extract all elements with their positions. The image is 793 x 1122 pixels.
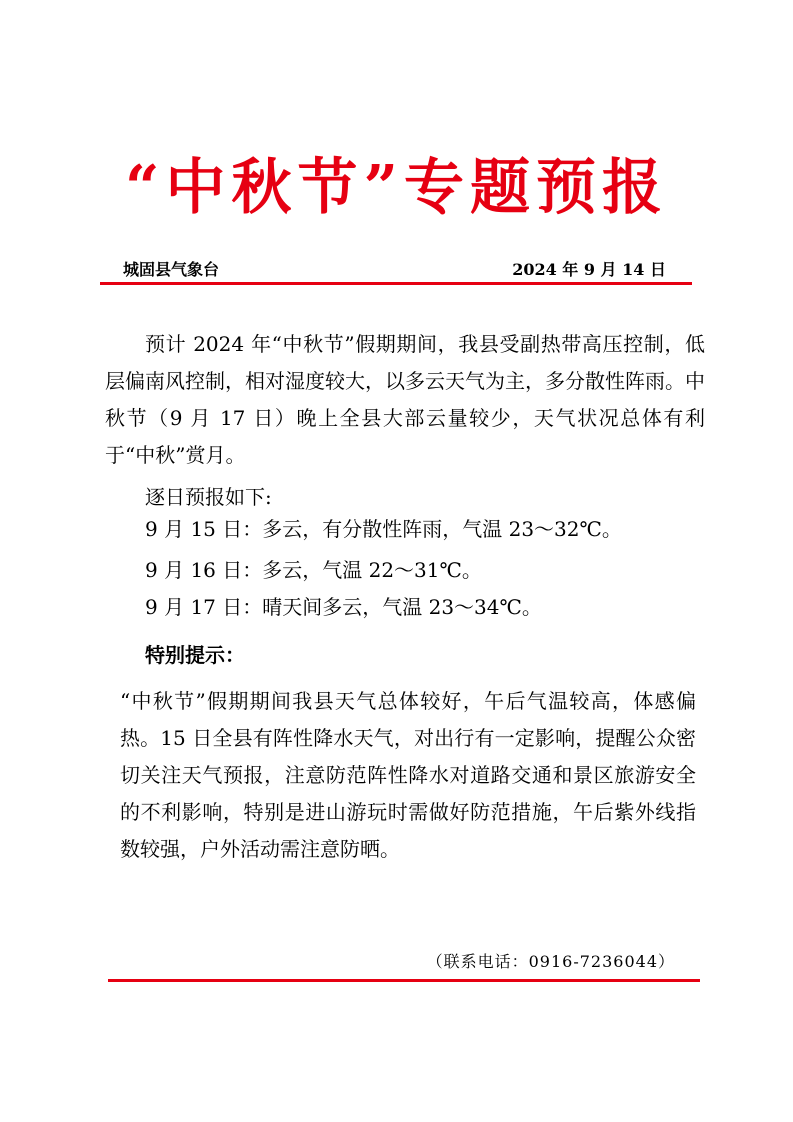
daily-forecast-heading: 逐日预报如下: [145, 485, 272, 509]
issue-date: 2024 年 9 月 14 日 [512, 260, 666, 279]
issuer-name: 城固县气象台 [123, 260, 220, 279]
forecast-day-17: 9 月 17 日：晴天间多云，气温 23～34℃。 [145, 595, 542, 619]
forecast-day-15: 9 月 15 日：多云，有分散性阵雨，气温 23～32℃。 [145, 517, 622, 541]
footer-divider [108, 979, 700, 982]
special-tip-heading: 特别提示： [145, 643, 245, 667]
contact-phone: （联系电话：0916-7236044） [426, 952, 675, 971]
header-divider [100, 282, 692, 285]
special-tip-paragraph: “中秋节”假期期间我县天气总体较好，午后气温较高，体感偏热。15 日全县有阵性降水天气，对出行有一定影响，提醒公众密切关注天气预报，注意防范阵性降水对道路交通和景区旅游安全的不利影响，特别是进山游玩时需做好防范措施，午后紫外线指数较强，户外活动需注意防晒。 [120, 689, 696, 861]
forecast-day-16: 9 月 16 日：多云，气温 22～31℃。 [145, 558, 482, 582]
page-title: “中秋节”专题预报 [124, 153, 669, 223]
intro-paragraph: 预计 2024 年“中秋节”假期期间，我县受副热带高压控制，低层偏南风控制，相对湿度较大，以多云天气为主，多分散性阵雨。中秋节（9 月 17 日）晚上全县大部云量较少，天气状况总体有利于“中秋”赏月。 [105, 332, 705, 467]
